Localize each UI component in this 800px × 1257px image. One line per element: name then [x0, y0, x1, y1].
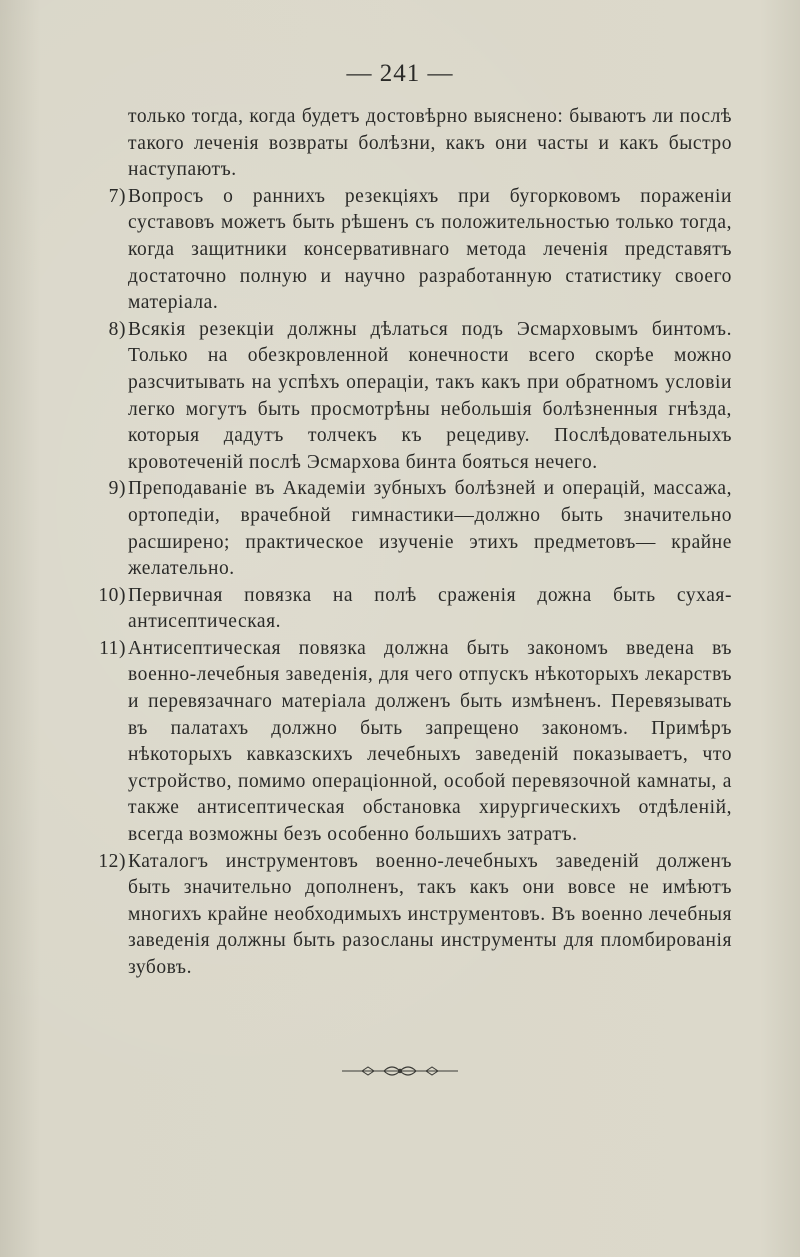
item-text: Первичная повязка на полѣ сраженія дожна быть сухая-антисептическая. — [128, 584, 732, 633]
item-number: 7) — [108, 185, 126, 207]
continuation-paragraph: только тогда, когда будетъ достовѣрно выяснено: бываютъ ли послѣ такого леченія возвраты болѣзни, какъ они часты и какъ быстро наступаютъ. — [128, 106, 732, 181]
list-item-10 — [96, 583, 732, 636]
page-body — [96, 104, 732, 982]
list-item-9 — [96, 476, 732, 582]
list-item-7 — [96, 184, 732, 317]
list-item-8 — [96, 317, 732, 477]
list-item-12 — [96, 849, 732, 982]
list-item-11 — [96, 636, 732, 849]
page-number: — 241 — — [346, 60, 454, 87]
item-number: 11) — [99, 637, 126, 659]
item-text: Всякія резекціи должны дѣлаться подъ Эсмарховымъ бинтомъ. Только на обезкровленной конечности всего скорѣе можно разсчитывать на успѣхъ операціи, такъ какъ при обратномъ условіи легко могутъ быть просмотрѣны небольшія болѣзненныя гнѣзда, которыя дадутъ толчекъ къ рецедиву. Послѣдовательныхъ кровотеченій послѣ Эсмархова бинта бояться нечего. — [128, 318, 732, 473]
item-number: 10) — [98, 584, 126, 606]
item-text: Вопросъ о раннихъ резекціяхъ при бугорковомъ пораженіи суставовъ можетъ быть рѣшенъ съ положительностью только тогда, когда защитники консервативнаго метода леченія представятъ достаточно полную и научно разработанную статистику своего матеріала. — [128, 185, 732, 314]
item-text: Антисептическая повязка должна быть закономъ введена въ военно-лечебныя заведенія, для чего отпускъ нѣкоторыхъ лекарствъ и перевязачнаго матеріала долженъ быть измѣненъ. Перевязывать въ палатахъ должно быть запрещено закономъ. Примѣръ нѣкоторыхъ кавказскихъ лечебныхъ заведеній показываетъ, что устройство, помимо операціонной, особой перевязочной камнаты, а также антисептическая обстановка хирургическихъ отдѣленій, всегда возможны безъ особенно большихъ затратъ. — [128, 637, 732, 846]
end-ornament-icon — [340, 1062, 460, 1080]
item-number: 8) — [108, 318, 126, 340]
item-number: 9) — [108, 478, 126, 500]
item-text: Преподаваніе въ Академіи зубныхъ болѣзней и операцій, массажа, ортопедіи, врачебной гимнастики—должно быть значительно расширено; практическое изученіе этихъ предметовъ— крайне желательно. — [128, 478, 732, 580]
item-number: 12) — [98, 850, 126, 872]
item-text: Каталогъ инструментовъ военно-лечебныхъ заведеній долженъ быть значительно дополненъ, такъ какъ они вовсе не имѣютъ многихъ крайне необходимыхъ инструментовъ. Въ военно лечебныя заведенія должны быть разосланы инструменты для пломбированія зубовъ. — [128, 850, 732, 978]
